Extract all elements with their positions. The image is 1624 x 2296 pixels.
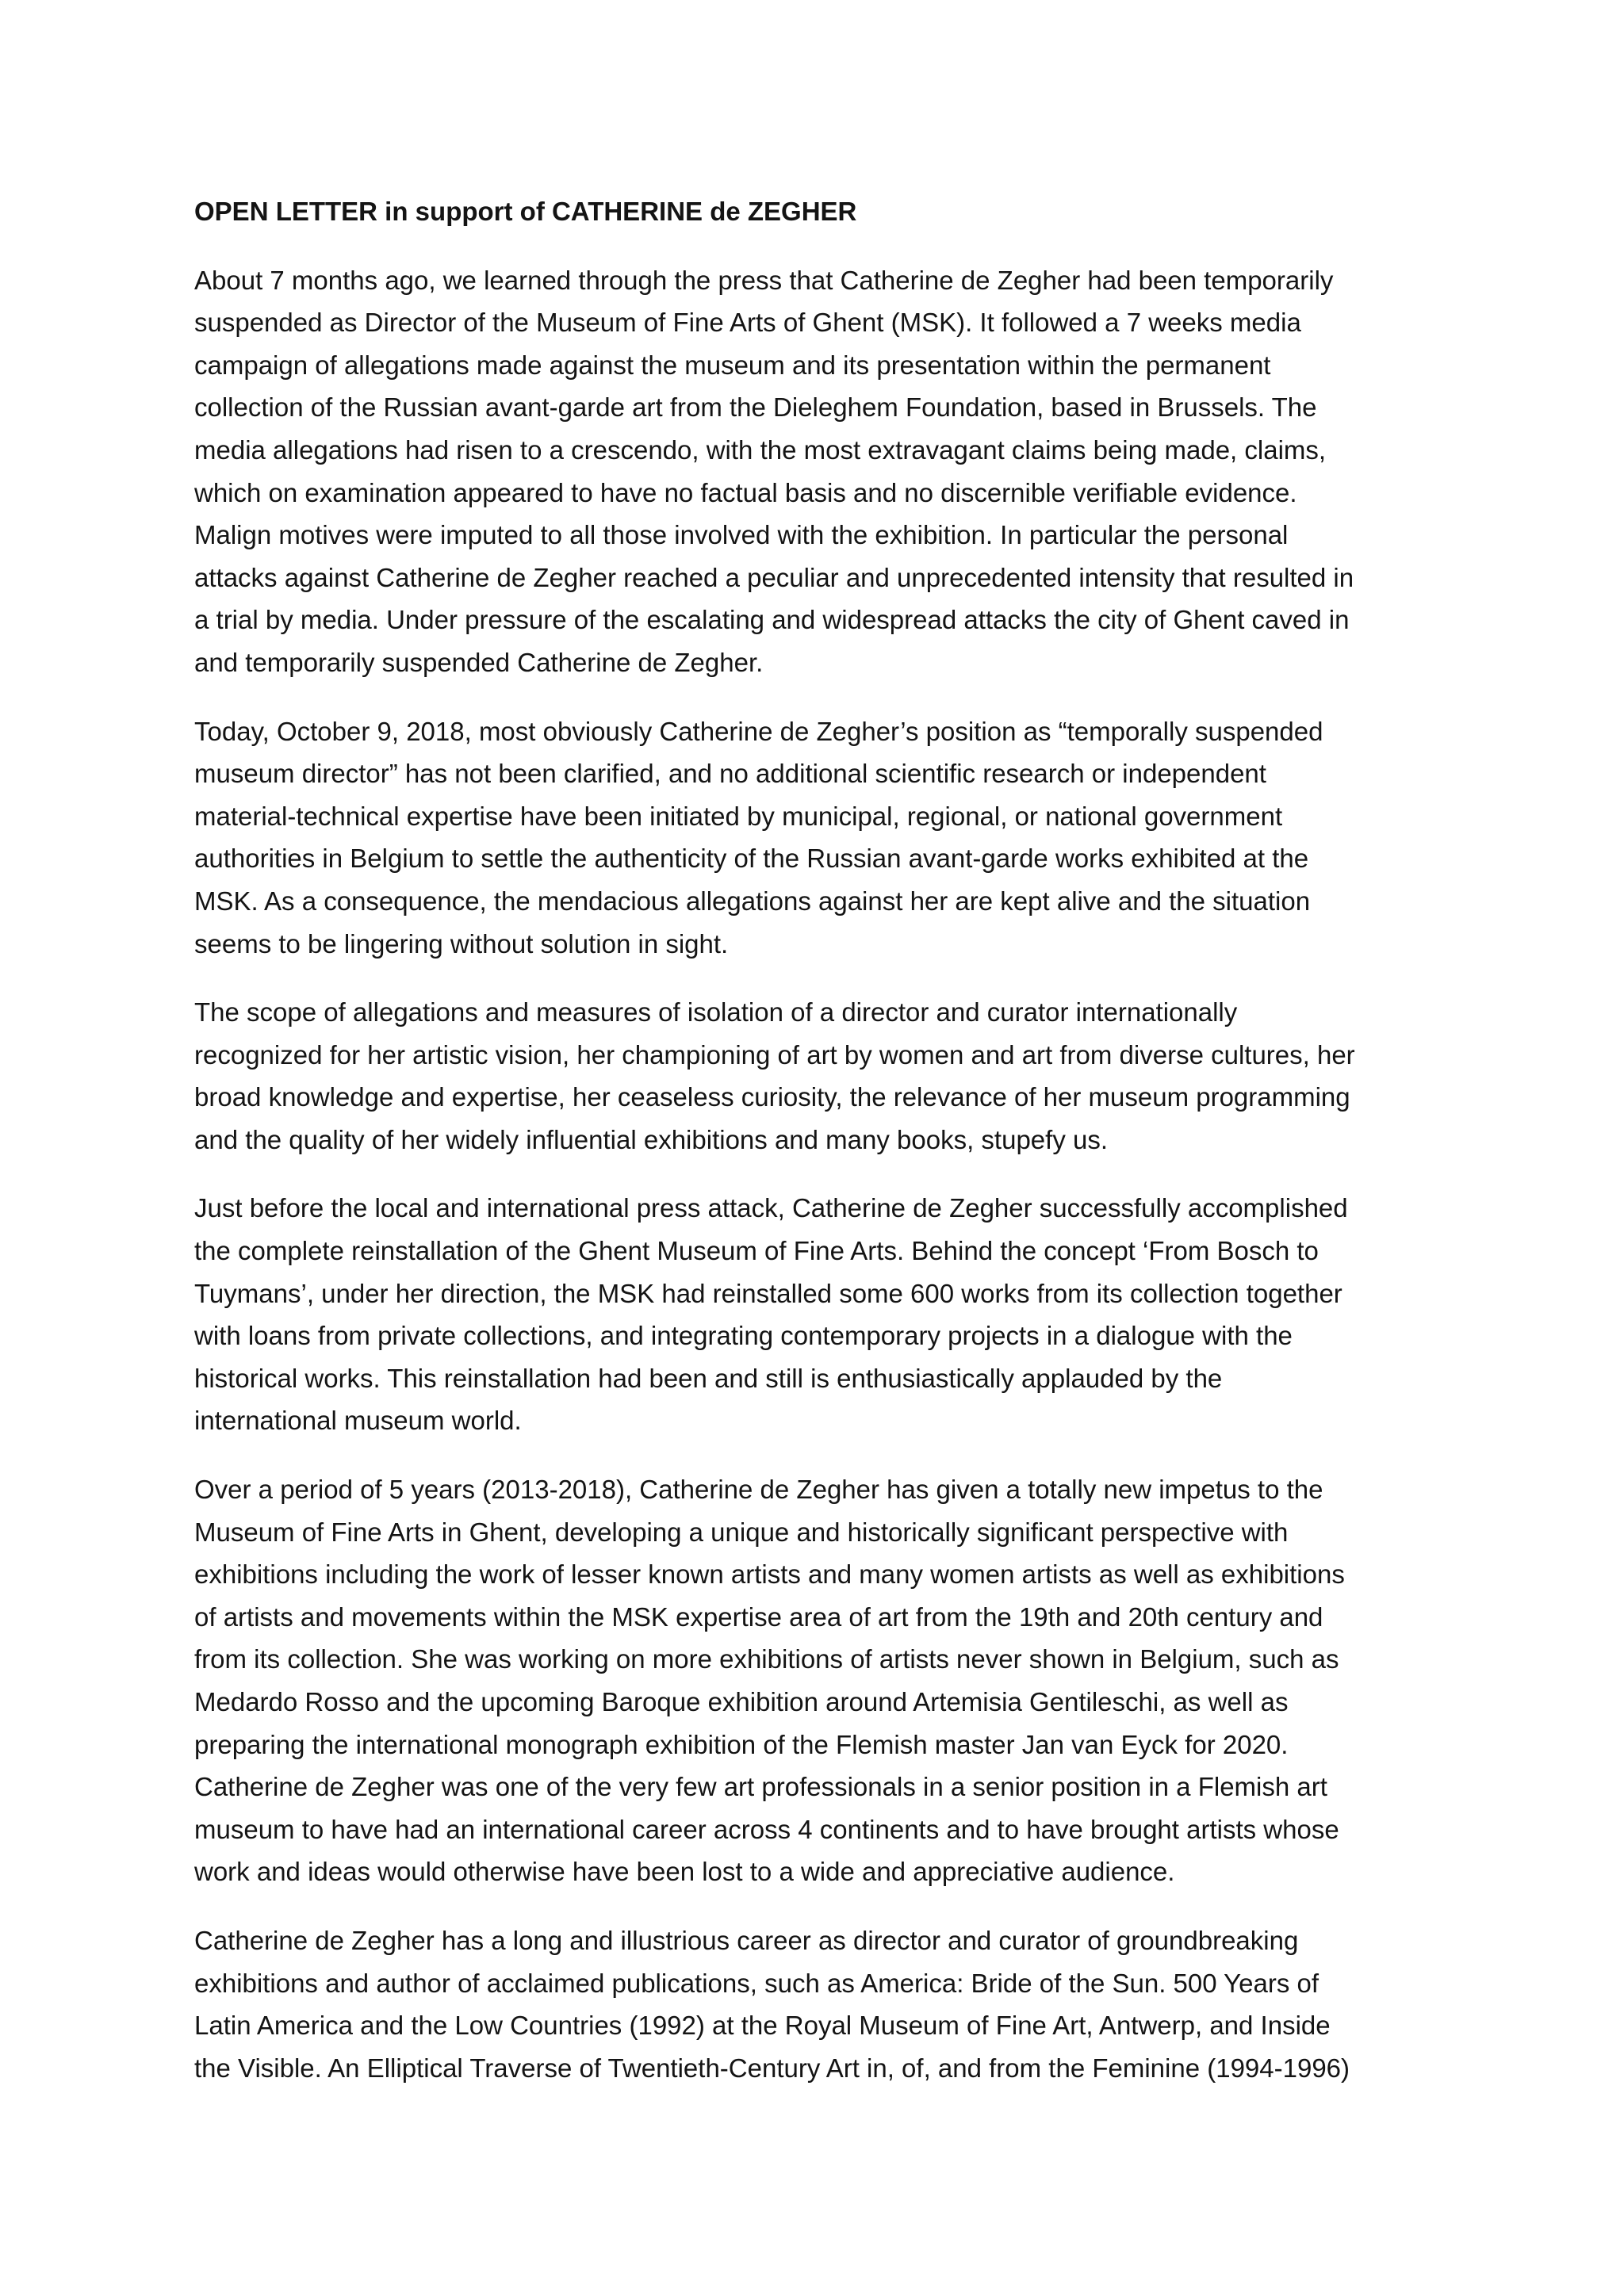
- paragraph-line: suspended as Director of the Museum of Fine Arts of Ghent (MSK). It followed a 7 weeks media: [194, 308, 1301, 338]
- paragraph: [194, 259, 1463, 684]
- paragraph: [194, 1187, 1463, 1442]
- letter-title: OPEN LETTER in support of CATHERINE de ZEGHER: [194, 197, 857, 226]
- paragraph-line: and temporarily suspended Catherine de Zegher.: [194, 647, 764, 677]
- paragraph-line: Just before the local and international press attack, Catherine de Zegher successfully accomplished: [194, 1193, 1348, 1223]
- paragraph-line: media allegations had risen to a crescendo, with the most extravagant claims being made, claims,: [194, 434, 1327, 465]
- paragraph-line: and the quality of her widely influential exhibitions and many books, stupefy us.: [194, 1124, 1109, 1154]
- paragraph-line: exhibitions and author of acclaimed publications, such as America: Bride of the Sun. 500 Years of: [194, 1968, 1320, 1998]
- paragraph-line: preparing the international monograph exhibition of the Flemish master Jan van Eyck for 2020.: [194, 1729, 1289, 1759]
- paragraph-line: collection of the Russian avant-garde art from the Dieleghem Foundation, based in Brussels. The: [194, 392, 1317, 423]
- paragraph-line: Over a period of 5 years (2013-2018), Catherine de Zegher has given a totally new impetus to the: [194, 1475, 1323, 1505]
- paragraph-line: with loans from private collections, and integrating contemporary projects in a dialogue with the: [194, 1321, 1293, 1351]
- paragraph-line: The scope of allegations and measures of isolation of a director and curator internationally: [194, 997, 1238, 1027]
- paragraph-line: Medardo Rosso and the upcoming Baroque exhibition around Artemisia Gentileschi, as well as: [194, 1687, 1289, 1716]
- paragraph-line: seems to be lingering without solution in sight.: [194, 928, 729, 959]
- paragraph-line: MSK. As a consequence, the mendacious allegations against her are kept alive and the situation: [194, 886, 1311, 916]
- paragraph-line: Catherine de Zegher has a long and illustrious career as director and curator of groundbreaking: [194, 1925, 1299, 1955]
- paragraph: [194, 991, 1463, 1161]
- paragraph-line: Latin America and the Low Countries (1992) at the Royal Museum of Fine Art, Antwerp, and Inside: [194, 2011, 1331, 2041]
- paragraph-line: material-technical expertise have been initiated by municipal, regional, or national government: [194, 801, 1283, 831]
- paragraph-line: authorities in Belgium to settle the authenticity of the Russian avant-garde works exhibited at the: [194, 844, 1309, 874]
- paragraph-list: [194, 259, 1463, 2090]
- paragraph-line: which on examination appeared to have no factual basis and no discernible verifiable evidence.: [194, 477, 1297, 507]
- paragraph-line: Museum of Fine Arts in Ghent, developing a unique and historically significant perspective with: [194, 1517, 1289, 1547]
- paragraph-line: of artists and movements within the MSK expertise area of art from the 19th and 20th century and: [194, 1601, 1323, 1632]
- paragraph: [194, 1468, 1463, 1893]
- paragraph: [194, 710, 1463, 966]
- paragraph-line: Catherine de Zegher was one of the very few art professionals in a senior position in a Flemish art: [194, 1772, 1327, 1802]
- paragraph-line: historical works. This reinstallation had been and still is enthusiastically applauded by the: [194, 1363, 1223, 1393]
- paragraph-line: attacks against Catherine de Zegher reached a peculiar and unprecedented intensity that resulted in: [194, 562, 1354, 592]
- paragraph-line: museum director” has not been clarified, and no additional scientific research or independent: [194, 759, 1266, 789]
- paragraph-line: campaign of allegations made against the museum and its presentation within the permanent: [194, 350, 1271, 380]
- paragraph-line: Today, October 9, 2018, most obviously Catherine de Zegher’s position as “temporally suspended: [194, 716, 1323, 746]
- paragraph-line: broad knowledge and expertise, her ceaseless curiosity, the relevance of her museum programming: [194, 1082, 1350, 1112]
- paragraph-line: work and ideas would otherwise have been lost to a wide and appreciative audience.: [194, 1857, 1175, 1887]
- paragraph-line: Malign motives were imputed to all those involved with the exhibition. In particular the personal: [194, 520, 1289, 550]
- paragraph-line: a trial by media. Under pressure of the escalating and widespread attacks the city of Ghent caved in: [194, 605, 1350, 635]
- paragraph-line: the complete reinstallation of the Ghent Museum of Fine Arts. Behind the concept ‘From Bosch to: [194, 1236, 1319, 1266]
- paragraph-line: exhibitions including the work of lesser known artists and many women artists as well as exhibitions: [194, 1559, 1345, 1590]
- paragraph-line: museum to have had an international career across 4 continents and to have brought artists whose: [194, 1814, 1339, 1844]
- paragraph-line: Tuymans’, under her direction, the MSK had reinstalled some 600 works from its collection together: [194, 1278, 1342, 1308]
- paragraph-line: the Visible. An Elliptical Traverse of Twentieth-Century Art in, of, and from the Feminine (1994-1996): [194, 2053, 1350, 2083]
- paragraph-line: About 7 months ago, we learned through the press that Catherine de Zegher had been temporarily: [194, 265, 1334, 295]
- paragraph-line: international museum world.: [194, 1406, 522, 1436]
- paragraph-line: recognized for her artistic vision, her championing of art by women and art from diverse cultures, her: [194, 1039, 1355, 1070]
- paragraph-line: from its collection. She was working on more exhibitions of artists never shown in Belgium, such as: [194, 1644, 1339, 1674]
- letter-body: [194, 190, 1463, 2115]
- paragraph: [194, 1919, 1463, 2089]
